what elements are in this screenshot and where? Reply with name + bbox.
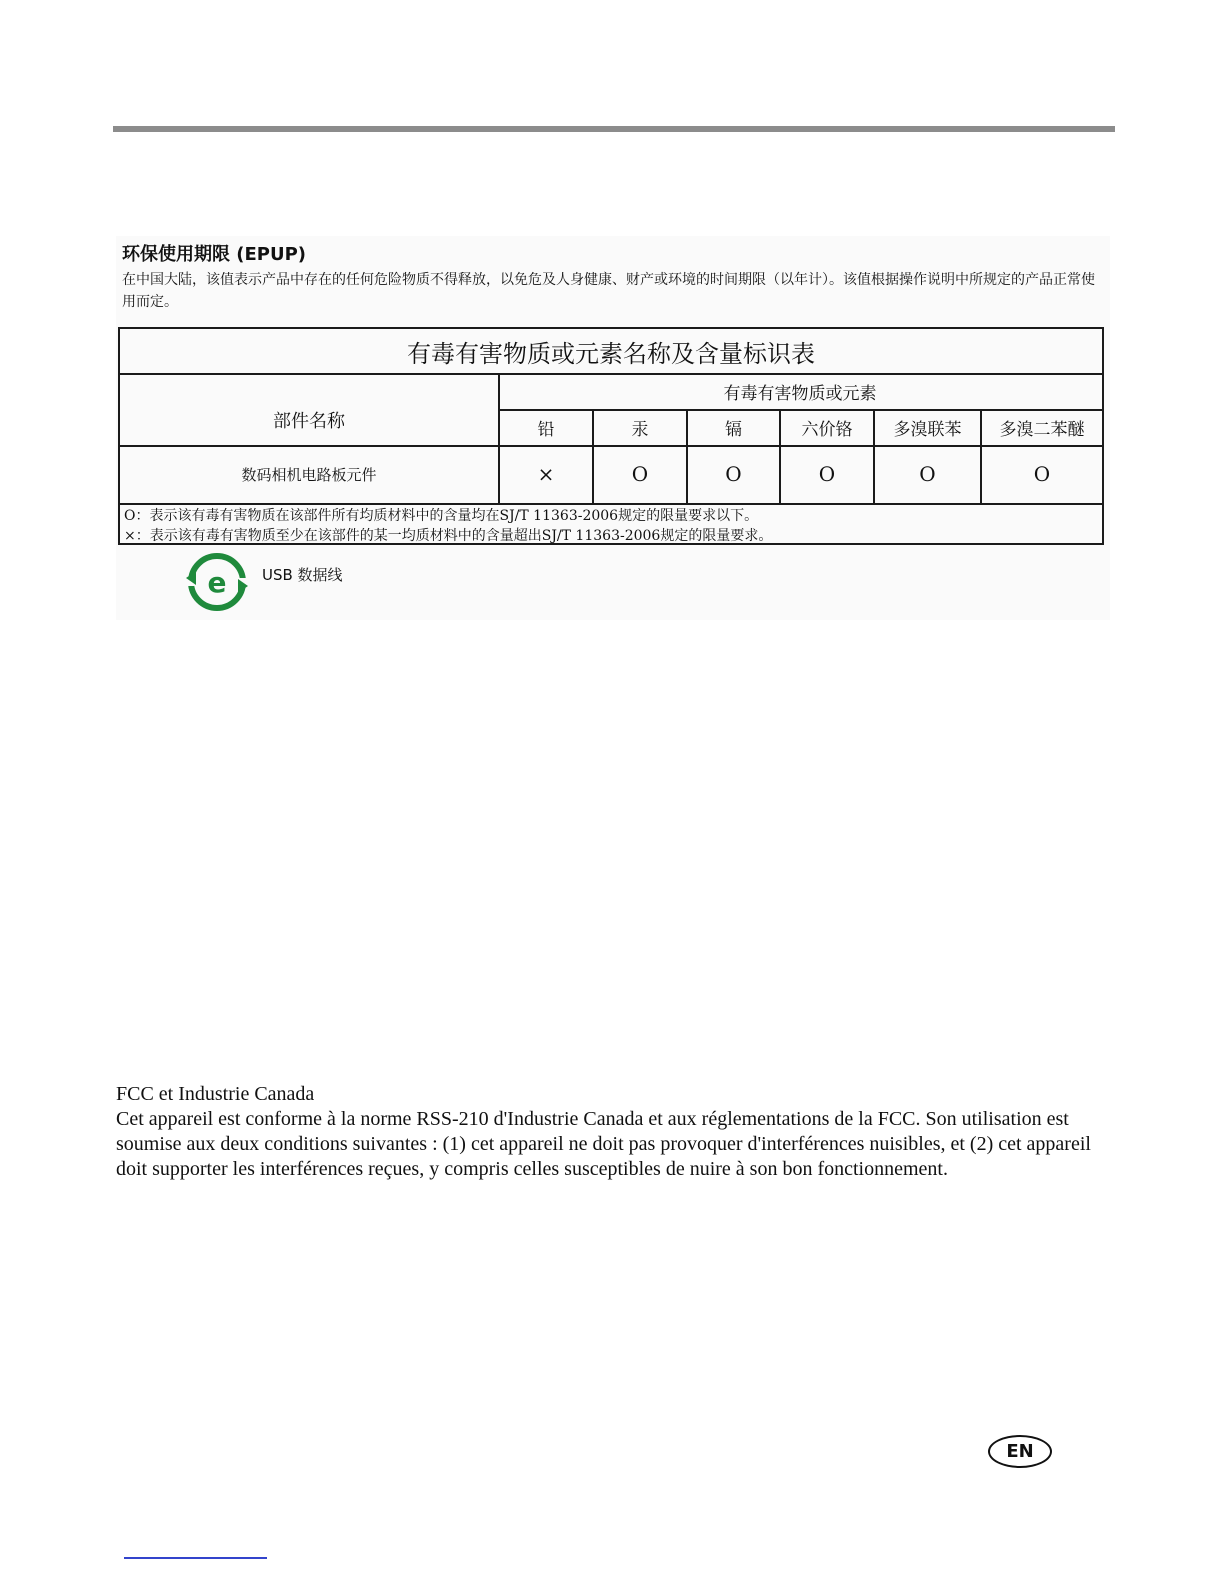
mark-cell: O [818, 462, 836, 486]
mark-cell: O [1033, 462, 1051, 486]
logo-caption: USB 数据线 [262, 566, 343, 584]
substance-header: 六价铬 [801, 419, 853, 440]
epup-e-recycle-icon [182, 551, 252, 613]
mark-cell: × [537, 462, 555, 486]
substance-header: 铅 [537, 419, 555, 440]
table-note: O：表示该有毒有害物质在该部件所有均质材料中的含量均在SJ/T 11363-2006规定的限量要求以下。 [124, 508, 759, 524]
substance-header: 多溴二苯醚 [999, 419, 1085, 440]
substance-header: 镉 [725, 419, 742, 440]
svg-text:e: e [207, 566, 227, 599]
epup-title: 环保使用期限 (EPUP) [122, 244, 307, 265]
fcc-section [116, 1082, 1106, 1182]
fcc-body: Cet appareil est conforme à la norme RSS-210 d'Industrie Canada et aux réglementations de la FCC. Son utilisation est soumise aux deux conditions suivantes : (1) cet appareil ne doit pas provoquer d'interférences nuisibles, et (2) cet appareil doit supporter les interférences reçues, y compris celles susceptibles de nuire à son bon fonctionnement. [116, 1108, 1091, 1180]
epup-description: 在中国大陆，该值表示产品中存在的任何危险物质不得释放，以免危及人身健康、财产或环境的时间期限（以年计）。该值根据操作说明中所规定的产品正常使用而定。 [122, 272, 1095, 310]
part-name-header: 部件名称 [273, 411, 345, 432]
table-note: ×：表示该有毒有害物质至少在该部件的某一均质材料中的含量超出SJ/T 11363-2006规定的限量要求。 [124, 528, 773, 544]
substance-header: 多溴联苯 [893, 419, 962, 440]
top-rule [113, 126, 1115, 132]
mark-cell: O [919, 462, 936, 486]
epup-section [116, 236, 1110, 620]
bottom-link-rule [124, 1557, 267, 1559]
language-badge: EN [988, 1435, 1052, 1468]
substance-header: 汞 [631, 419, 649, 440]
fcc-title: FCC et Industrie Canada [116, 1083, 315, 1105]
mark-cell: O [725, 462, 742, 486]
hazard-table [118, 327, 1104, 545]
mark-cell: O [631, 462, 649, 486]
substance-group-header: 有毒有害物质或元素 [723, 383, 877, 404]
part-name-cell: 数码相机电路板元件 [241, 465, 377, 484]
table-caption: 有毒有害物质或元素名称及含量标识表 [407, 339, 815, 368]
